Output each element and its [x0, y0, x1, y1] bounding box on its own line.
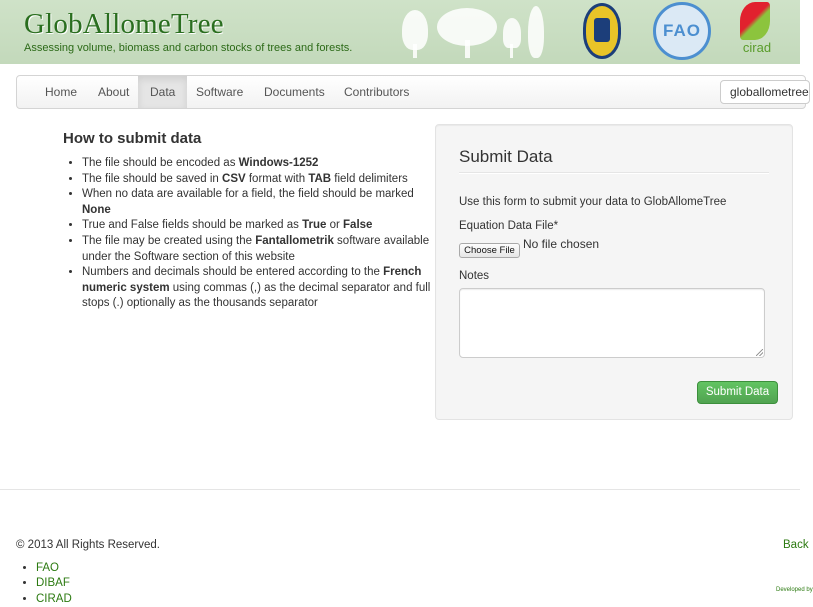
developer-credit[interactable]: Developed by — [776, 587, 813, 593]
footer-link-dibaf[interactable]: DIBAF — [36, 577, 70, 590]
form-divider — [459, 172, 769, 174]
list-item — [36, 561, 72, 576]
footer-divider — [0, 489, 800, 490]
instructions-title: How to submit data — [63, 130, 202, 147]
cirad-logo-icon[interactable] — [734, 0, 780, 62]
list-item — [36, 576, 72, 591]
list-item: • When no data are available for a field, the field should be marked None — [82, 187, 433, 218]
notes-textarea[interactable] — [459, 288, 765, 358]
nav-documents[interactable]: Documents — [264, 85, 325, 99]
submit-form-panel — [435, 124, 793, 420]
submit-data-button[interactable]: Submit Data — [697, 381, 778, 404]
file-status-text: No file chosen — [523, 237, 600, 251]
instructions-list — [63, 156, 433, 312]
footer-link-cirad[interactable]: CIRAD — [36, 592, 72, 605]
copyright-text: © 2013 All Rights Reserved. — [16, 539, 160, 551]
instructions-section — [63, 130, 433, 312]
search-input[interactable]: globallometree — [720, 80, 810, 104]
university-seal-icon[interactable] — [583, 3, 621, 59]
list-item — [36, 592, 72, 607]
form-title: Submit Data — [459, 147, 553, 166]
footer-links — [36, 561, 72, 607]
back-to-top-link[interactable]: Back — [783, 539, 809, 551]
site-title[interactable]: GlobAllomeTree — [24, 8, 224, 40]
nav-about[interactable]: About — [98, 85, 130, 99]
nav-data[interactable]: Data — [138, 76, 187, 108]
nav-contributors[interactable]: Contributors — [344, 85, 410, 99]
nav-software[interactable]: Software — [196, 85, 244, 99]
site-banner — [0, 0, 800, 64]
list-item: • The file should be saved in CSV format with TAB field delimiters — [82, 172, 433, 188]
fao-logo-icon[interactable]: FAO — [653, 2, 711, 60]
cirad-leaf-icon — [740, 2, 770, 40]
main-navbar — [16, 75, 809, 109]
choose-file-button[interactable]: Choose File — [459, 243, 520, 258]
tree-trunk-icon — [413, 44, 417, 58]
list-item: • Numbers and decimals should be entered according to the French numeric system using commas (,) as the decimal separator and full stops (.) optionally as the thousands separator — [82, 265, 433, 312]
cirad-logo-text: cirad — [742, 40, 772, 55]
cypress-silhouette-icon — [528, 6, 544, 58]
list-item: • The file should be encoded as Windows-1252 — [82, 156, 433, 172]
tree-trunk-icon — [465, 40, 470, 58]
resize-grip-icon[interactable] — [756, 349, 763, 356]
notes-field-label: Notes — [459, 270, 490, 282]
nav-home[interactable]: Home — [45, 85, 78, 99]
footer-link-fao[interactable]: FAO — [36, 562, 60, 574]
list-item: • The file may be created using the Fantallometrik software available under the Software section of this website — [82, 234, 433, 265]
site-subtitle: Assessing volume, biomass and carbon stocks of trees and forests. — [24, 42, 353, 54]
tree-trunk-icon — [510, 44, 513, 58]
form-intro: Use this form to submit your data to GlobAllomeTree — [459, 196, 727, 208]
list-item: • True and False fields should be marked as True or False — [82, 218, 433, 234]
file-field-label: Equation Data File* — [459, 220, 559, 232]
